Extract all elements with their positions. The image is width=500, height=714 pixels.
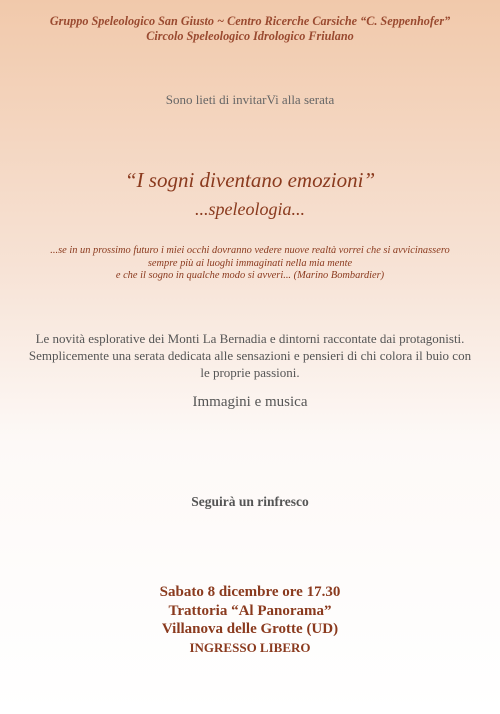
- media-text: Immagini e musica: [192, 394, 308, 410]
- organizers-line-1: Gruppo Speleologico San Giusto ~ Centro Ricerche Carsiche “C. Seppenhofer”: [49, 14, 451, 28]
- description-line-2: Semplicemente una serata dedicata alle sensazioni e pensieri di chi colora il buio con: [28, 348, 472, 363]
- event-location: Villanova delle Grotte (UD): [161, 621, 339, 637]
- description-line-3: le proprie passioni.: [200, 365, 300, 380]
- invitation-text: Sono lieti di invitarVi alla serata: [165, 92, 335, 107]
- event-details: [0, 583, 500, 657]
- description-block: [0, 330, 500, 381]
- event-title: “I sogni diventano emozioni”: [124, 168, 376, 192]
- organizers-line-2: Circolo Speleologico Idrologico Friulano: [146, 29, 354, 43]
- event-venue: Trattoria “Al Panorama”: [168, 602, 332, 619]
- quote-line-2: sempre più ai luoghi immaginati nella mia mente: [147, 257, 353, 269]
- quote-line-3: e che il sogno in qualche modo si avveri... (Marino Bombardier): [115, 270, 385, 281]
- quote-line-1: ...se in un prossimo futuro i miei occhi dovranno vedere nuove realtà vorrei che si avvicinassero: [50, 245, 450, 256]
- quote-block: [0, 245, 500, 283]
- organizers-header: [0, 14, 500, 44]
- event-subtitle: ...speleologia...: [195, 199, 305, 219]
- refreshment-text: Seguirà un rinfresco: [191, 494, 309, 509]
- description-line-1: Le novità esplorative dei Monti La Bernadia e dintorni raccontate dai protagonisti.: [35, 331, 465, 346]
- event-entry: INGRESSO LIBERO: [189, 639, 311, 655]
- event-date-time: Sabato 8 dicembre ore 17.30: [159, 584, 341, 600]
